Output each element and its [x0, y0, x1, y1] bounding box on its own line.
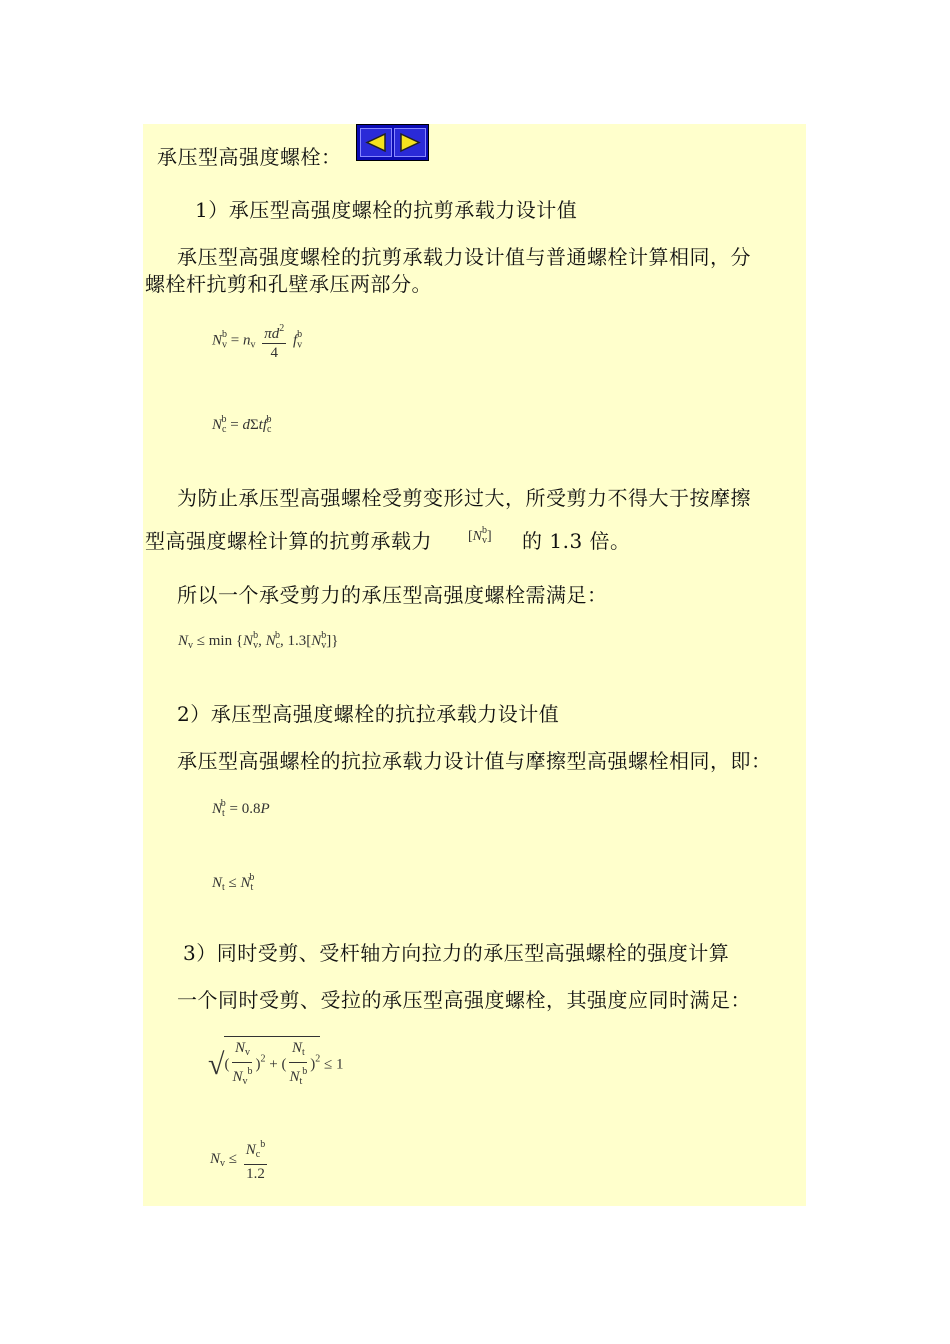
section3-para: 一个同时受剪、受拉的承压型高强度螺栓，其强度应同时满足：: [177, 988, 751, 1012]
section3-title: 3）同时受剪、受杆轴方向拉力的承压型高强螺栓的强度计算: [183, 941, 730, 965]
section1-para3: 所以一个承受剪力的承压型高强度螺栓需满足：: [177, 583, 608, 607]
nav-buttons: [356, 124, 429, 161]
section2-para: 承压型高强螺栓的抗拉承载力设计值与摩擦型高强螺栓相同，即：: [177, 749, 772, 773]
section1-title: 1）承压型高强度螺栓的抗剪承载力设计值: [195, 198, 578, 222]
inline-formula-friction-shear: $[N_v^b]$: [468, 525, 492, 546]
formula-shear-bearing-limit: $N_v$ ≤ $\frac{N_c^b}{1.2}$: [210, 1136, 270, 1183]
formula-tension-capacity: $N_t^b = 0.8P$: [212, 798, 270, 819]
formula-shear-limit: $N_v \le \min \{N_v^b$, $N_c^b$, $1.3[N_v^b]$}: [178, 630, 339, 651]
section1-para2-line2a: 型高强度螺栓计算的抗剪承载力: [145, 529, 432, 553]
prev-button[interactable]: [360, 128, 392, 157]
section1-para-line1: 承压型高强度螺栓的抗剪承载力设计值与普通螺栓计算相同，分: [177, 245, 751, 269]
right-arrow-icon: [395, 129, 425, 156]
left-arrow-icon: [361, 129, 391, 156]
section2-title: 2）承压型高强度螺栓的抗拉承载力设计值: [177, 702, 560, 726]
section1-para-line2: 螺栓杆抗剪和孔壁承压两部分。: [145, 272, 432, 296]
next-button[interactable]: [394, 128, 426, 157]
formula-bearing-capacity: $N_c^b = d\Sigma tf_c^b$: [212, 414, 272, 435]
section1-para2-line1: 为防止承压型高强螺栓受剪变形过大，所受剪力不得大于按摩擦: [177, 486, 751, 510]
section1-para2-line2b: 的 1.3 倍。: [522, 529, 631, 553]
formula-shear-capacity: $N_v^b = n_v$ $\frac{\pi d^2}{4}$ $f_v^b$: [212, 320, 302, 362]
formula-tension-limit: $N_t \le N_t^b$: [212, 872, 255, 893]
heading: 承压型高强度螺栓：: [157, 145, 342, 169]
formula-combined-interaction: √( $\frac{N_v}{N_v^b}$ )$^2$ + ( $\frac{N_t}{N_t^b}$ )$^2$ ≤ 1: [208, 1036, 343, 1091]
